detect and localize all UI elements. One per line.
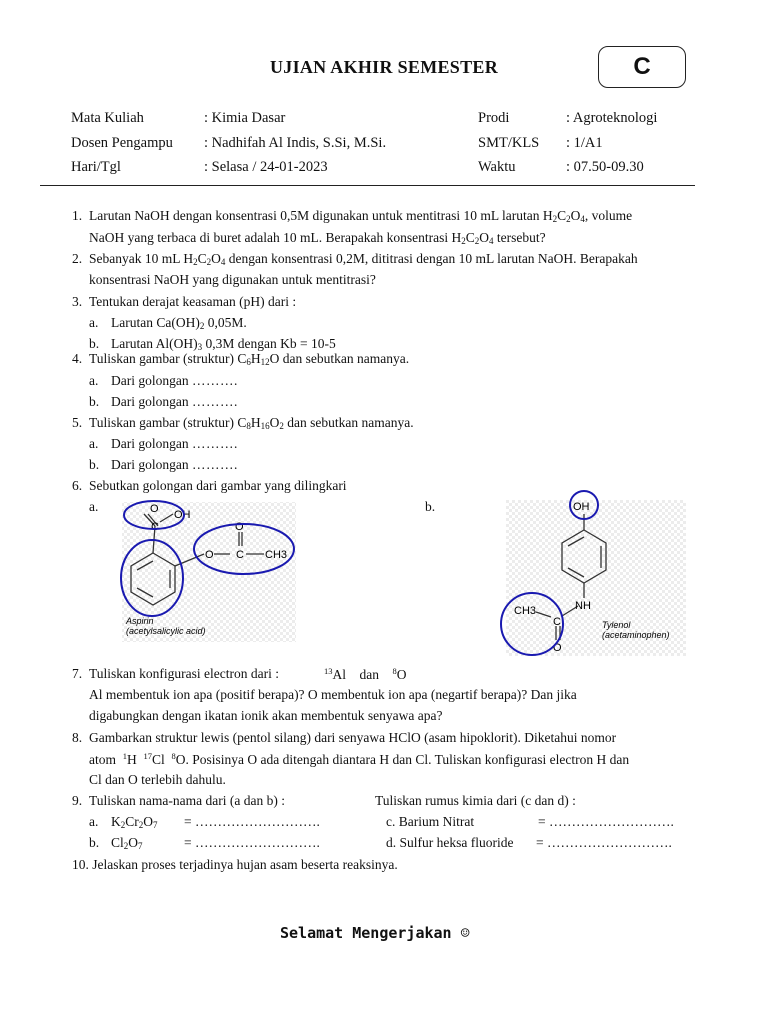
q4-line1: Tuliskan gambar (struktur) $C_6H_{12}O$ dan sebutkan namanya. xyxy=(89,351,410,367)
q8-line3: Cl dan O terlebih dahulu. xyxy=(89,772,226,787)
info-value-lecturer: : Nadhifah Al Indis, S.Si, M.Si. xyxy=(204,135,387,151)
q8-line2: atom $^1$H $^{17}$Cl $^8$O. Posisinya O ada ditengah diantara H dan Cl. Tuliskan konfigurasi electron H dan xyxy=(89,751,630,767)
q1-line1: Larutan NaOH dengan konsentrasi 0,5M digunakan untuk mentitrasi 10 mL larutan $H_2C_2O_4$, volume xyxy=(89,208,633,224)
q9-d-answer: = ………………………. xyxy=(536,835,672,850)
q9-a-label: a. xyxy=(89,814,99,829)
info-value-course: : Kimia Dasar xyxy=(204,110,286,126)
q5-line1: Tuliskan gambar (struktur) $C_8H_{16}O_2$ dan sebutkan namanya. xyxy=(89,415,414,431)
aspirin-ch3-label: CH3 xyxy=(265,549,288,561)
tylenol-subtitle: (acetaminophen) xyxy=(602,630,670,640)
info-value-time: : 07.50-09.30 xyxy=(566,159,644,175)
q4-a-label: a. xyxy=(89,373,99,388)
q7-number: 7. xyxy=(72,666,83,681)
q6-a-label: a. xyxy=(89,499,99,514)
q7-elements: $^{13}$Al dan $^8$O xyxy=(324,666,407,682)
q9-number: 9. xyxy=(72,793,83,808)
q9-a-formula: $K_2Cr_2O_7$ xyxy=(111,814,158,830)
q9-c-text: c. Barium Nitrat xyxy=(386,814,475,829)
q5-b-text: Dari golongan ………. xyxy=(111,457,238,472)
info-label-lecturer: Dosen Pengampu xyxy=(71,135,173,151)
q9-line1-right: Tuliskan rumus kimia dari (c dan d) : xyxy=(375,793,576,808)
q2-line2: konsentrasi NaOH yang digunakan untuk mentitrasi? xyxy=(89,272,376,287)
tylenol-oxygen-label: O xyxy=(553,642,562,654)
q4-a-text: Dari golongan ………. xyxy=(111,373,238,388)
q8-line1: Gambarkan struktur lewis (pentol silang) dari senyawa HClO (asam hipoklorit). Diketahui nomor xyxy=(89,730,617,745)
q3-a-label: a. xyxy=(89,315,99,330)
tylenol-nh-label: NH xyxy=(575,600,591,612)
q5-b-label: b. xyxy=(89,457,100,472)
aspirin-subtitle: (acetylsalicylic acid) xyxy=(126,626,206,636)
version-badge: C xyxy=(598,46,686,88)
aspirin-oxygen-label: O xyxy=(150,503,159,515)
info-value-class: : 1/A1 xyxy=(566,135,603,151)
q7-line1: Tuliskan konfigurasi electron dari : xyxy=(89,666,279,681)
q3-b-label: b. xyxy=(89,336,100,351)
page-title: UJIAN AKHIR SEMESTER xyxy=(269,57,499,77)
q9-line1-left: Tuliskan nama-nama dari (a dan b) : xyxy=(89,793,285,808)
tylenol-structure-figure xyxy=(500,488,690,658)
aspirin-structure-figure xyxy=(118,500,300,644)
q4-b-label: b. xyxy=(89,394,100,409)
q5-number: 5. xyxy=(72,415,83,430)
q9-d-text: d. Sulfur heksa fluoride xyxy=(386,835,514,850)
q9-a-answer: = ………………………. xyxy=(184,814,320,829)
aspirin-ester-oxygen-label: O xyxy=(205,549,214,561)
info-label-date: Hari/Tgl xyxy=(71,159,121,175)
q1-line2: NaOH yang terbaca di buret adalah 10 mL. Berapakah konsentrasi $H_2C_2O_4$ tersebut? xyxy=(89,230,546,246)
q1-number: 1. xyxy=(72,208,83,223)
aspirin-ester-carbon-label: C xyxy=(236,549,244,561)
q6-line1: Sebutkan golongan dari gambar yang dilingkari xyxy=(89,478,347,493)
info-value-program: : Agroteknologi xyxy=(566,110,658,126)
aspirin-carbonyl-oxygen-label: O xyxy=(235,521,244,533)
info-value-date: : Selasa / 24-01-2023 xyxy=(204,159,328,175)
q9-b-answer: = ………………………. xyxy=(184,835,320,850)
q9-b-formula: $Cl_2O_7$ xyxy=(111,835,143,851)
info-label-course: Mata Kuliah xyxy=(71,110,144,126)
info-label-program: Prodi xyxy=(478,110,510,126)
tylenol-oh-label: OH xyxy=(573,501,590,513)
closing-message: Selamat Mengerjakan ☺ xyxy=(280,924,470,942)
info-label-time: Waktu xyxy=(478,159,516,175)
tylenol-name: Tylenol xyxy=(602,620,631,630)
q6-number: 6. xyxy=(72,478,83,493)
q7-line3: digabungkan dengan ikatan ionik akan membentuk senyawa apa? xyxy=(89,708,443,723)
q4-number: 4. xyxy=(72,351,83,366)
aspirin-name: Aspirin xyxy=(126,616,154,626)
q3-a-text: Larutan $Ca(OH)_2$ 0,05M. xyxy=(111,315,247,331)
q7-line2: Al membentuk ion apa (positif berapa)? O membentuk ion apa (negartif berapa)? Dan jika xyxy=(89,687,577,702)
q5-a-text: Dari golongan ………. xyxy=(111,436,238,451)
q8-number: 8. xyxy=(72,730,83,745)
info-label-class: SMT/KLS xyxy=(478,135,540,151)
q9-b-label: b. xyxy=(89,835,100,850)
q4-b-text: Dari golongan ………. xyxy=(111,394,238,409)
tylenol-carbon-label: C xyxy=(553,616,561,628)
aspirin-carbon-label: C xyxy=(151,521,159,533)
q3-line1: Tentukan derajat keasaman (pH) dari : xyxy=(89,294,297,309)
q6-b-label: b. xyxy=(425,499,436,514)
aspirin-oh-label: OH xyxy=(174,509,191,521)
tylenol-ch3-label: CH3 xyxy=(514,605,537,617)
q2-line1: Sebanyak 10 mL $H_2C_2O_4$ dengan konsentrasi 0,2M, dititrasi dengan 10 mL larutan NaOH. Berapakah xyxy=(89,251,638,267)
q3-b-text: Larutan $Al(OH)_3$ 0,3M dengan Kb = 10-5 xyxy=(111,336,336,352)
q5-a-label: a. xyxy=(89,436,99,451)
q3-number: 3. xyxy=(72,294,83,309)
q2-number: 2. xyxy=(72,251,83,266)
q10-text: 10. Jelaskan proses terjadinya hujan asam beserta reaksinya. xyxy=(72,857,398,872)
q9-c-answer: = ………………………. xyxy=(538,814,674,829)
header-divider xyxy=(40,185,695,186)
